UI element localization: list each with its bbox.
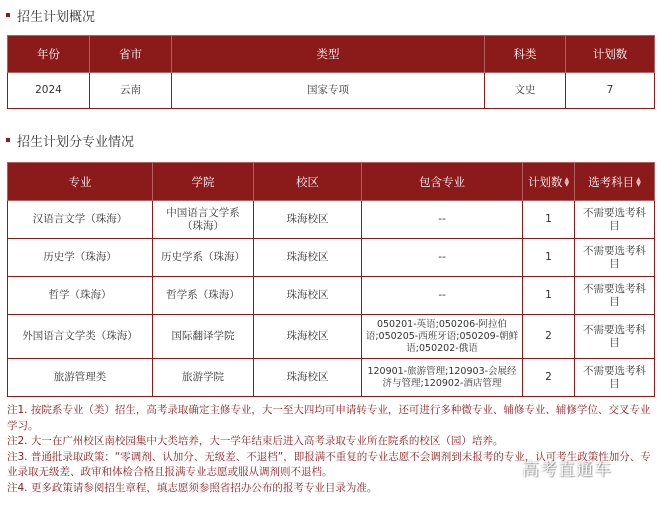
cell-included-majors: 050201-英语;050206-阿拉伯语;050205-西班牙语;050209-朝鲜语;050202-俄语 xyxy=(362,315,523,359)
cell-college: 中国语言文学系（珠海） xyxy=(153,201,254,239)
cell-included-majors: 120901-旅游管理;120903-会展经济与管理;120902-酒店管理 xyxy=(362,359,523,397)
watermark-logo: 高考直通车 xyxy=(522,460,612,480)
cell-major: 外国语言文学类（珠海） xyxy=(8,315,153,359)
section-title-overview xyxy=(6,6,95,24)
header-included-majors: 包含专业 xyxy=(362,163,523,201)
cell-campus: 珠海校区 xyxy=(254,239,362,277)
table-row xyxy=(8,201,655,239)
sort-arrows-icon[interactable]: ▲ ▼ xyxy=(636,176,641,188)
cell-subjects: 不需要选考科目 xyxy=(575,315,655,359)
cell-plan-count: 1 xyxy=(523,239,575,277)
table-row xyxy=(8,239,655,277)
cell-campus: 珠海校区 xyxy=(254,201,362,239)
notes-block xyxy=(7,403,657,496)
cell-college: 历史学系（珠海） xyxy=(153,239,254,277)
cell-major: 历史学（珠海） xyxy=(8,239,153,277)
cell-included-majors: -- xyxy=(362,201,523,239)
cell-major: 汉语言文学（珠海） xyxy=(8,201,153,239)
cell-subjects: 不需要选考科目 xyxy=(575,239,655,277)
overview-table xyxy=(7,35,655,109)
cell-major: 旅游管理类 xyxy=(8,359,153,397)
table-row xyxy=(8,277,655,315)
cell-college: 旅游学院 xyxy=(153,359,254,397)
cell-campus: 珠海校区 xyxy=(254,359,362,397)
header-campus: 校区 xyxy=(254,163,362,201)
cell-campus: 珠海校区 xyxy=(254,277,362,315)
note-1: 注1. 按院系专业（类）招生，高考录取确定主修专业，大一至大四均可申请转专业，还可进行多种微专业、辅修专业、辅修学位、交叉专业学习。 xyxy=(7,404,651,432)
cell-subjects: 不需要选考科目 xyxy=(575,359,655,397)
cell-plan-count: 7 xyxy=(566,73,655,109)
cell-plan-count: 1 xyxy=(523,277,575,315)
cell-province: 云南 xyxy=(90,73,172,109)
header-major: 专业 xyxy=(8,163,153,201)
section-title-text: 招生计划分专业情况 xyxy=(17,134,135,150)
cell-year: 2024 xyxy=(8,73,90,109)
header-category: 科类 xyxy=(485,36,566,73)
note-2: 注2. 大一在广州校区南校园集中大类培养，大一学年结束后进入高考录取专业所在院系的校区（园）培养。 xyxy=(7,435,504,447)
cell-plan-count: 1 xyxy=(523,201,575,239)
note-3: 注3. 普通批录取政策：“零调剂、认加分、无级差、不退档”，即报满不重复的专业志愿不会调剂到未报考的专业，认可考生政策性加分、专业录取无级差、政审和体检合格且报满专业志愿或服从调剂则不退档。 xyxy=(7,450,651,478)
title-bullet xyxy=(6,138,10,142)
header-plan-count-label: 计划数 xyxy=(527,174,563,189)
table-row xyxy=(8,73,655,109)
header-college: 学院 xyxy=(153,163,254,201)
section-title-text: 招生计划概况 xyxy=(17,9,96,25)
header-type: 类型 xyxy=(172,36,485,73)
cell-plan-count: 2 xyxy=(523,359,575,397)
cell-college: 国际翻译学院 xyxy=(153,315,254,359)
note-4: 注4. 更多政策请参阅招生章程，填志愿须参照省招办公布的报考专业目录为准。 xyxy=(7,481,378,494)
cell-campus: 珠海校区 xyxy=(254,315,362,359)
table-row xyxy=(8,315,655,359)
majors-table xyxy=(7,162,655,397)
cell-plan-count: 2 xyxy=(523,315,575,359)
cell-category: 文史 xyxy=(485,73,566,109)
title-bullet xyxy=(6,13,10,17)
section-title-majors xyxy=(6,131,134,149)
header-year: 年份 xyxy=(8,36,90,73)
cell-included-majors: -- xyxy=(362,239,523,277)
header-province: 省市 xyxy=(90,36,172,73)
cell-included-majors: -- xyxy=(362,277,523,315)
header-plan-count: 计划数 xyxy=(566,36,655,73)
table-row xyxy=(8,359,655,397)
cell-subjects: 不需要选考科目 xyxy=(575,201,655,239)
header-subjects-sortable[interactable] xyxy=(575,163,655,201)
cell-college: 哲学系（珠海） xyxy=(153,277,254,315)
cell-subjects: 不需要选考科目 xyxy=(575,277,655,315)
sort-arrows-icon[interactable]: ▲ ▼ xyxy=(564,176,570,188)
cell-type: 国家专项 xyxy=(172,73,485,109)
header-subjects-label: 选考科目 xyxy=(588,174,635,189)
cell-major: 哲学（珠海） xyxy=(8,277,153,315)
header-plan-count-sortable[interactable] xyxy=(523,163,575,201)
